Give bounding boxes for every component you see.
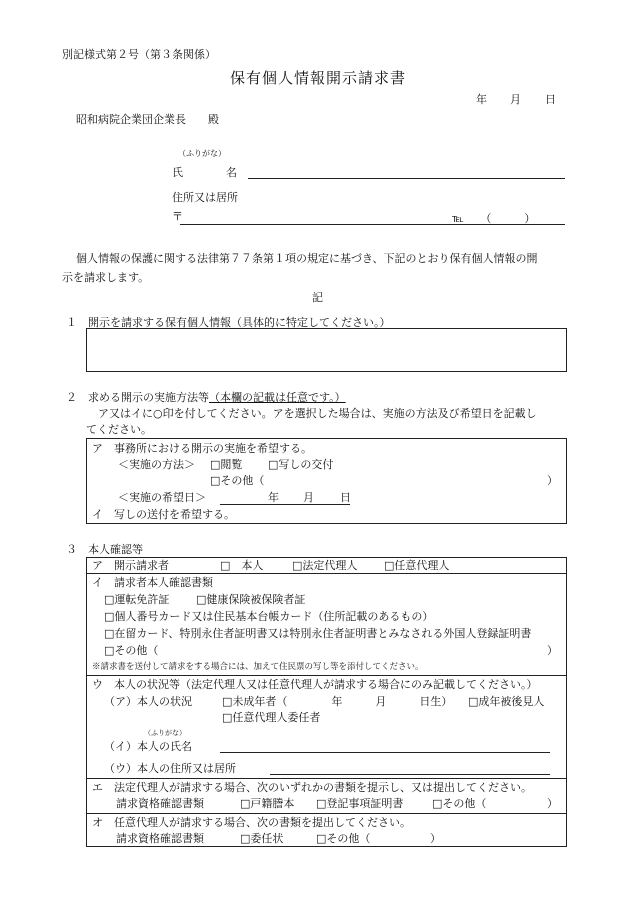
furigana-label: （ふりがな）: [178, 149, 226, 158]
id-mynumber-card-checkbox[interactable]: □個人番号カード又は住民基本台帳カード（住所記載のあるもの）: [104, 610, 434, 623]
postal-mark: 〒: [172, 210, 183, 223]
divider: [86, 778, 567, 779]
date-month-label: 月: [510, 93, 521, 106]
legal-agent-other-close: ）: [547, 797, 558, 810]
section2-heading: ２ 求める開示の実施方法等（本欄の記載は任意です。）: [66, 391, 346, 404]
tel-label: ℡ （ ）: [452, 212, 536, 225]
principal-address-label: （ウ）本人の住所又は居所: [104, 762, 236, 775]
principal-name-line[interactable]: [220, 752, 550, 753]
principal-delegator-checkbox[interactable]: □任意代理人委任者: [222, 711, 321, 724]
principal-condition-label: （ア）本人の状況: [104, 695, 192, 708]
page-title: 保有個人情報開示請求書: [230, 69, 407, 87]
principal-ward-checkbox[interactable]: □成年被後見人: [468, 695, 545, 708]
power-of-attorney-checkbox[interactable]: □委任状: [240, 832, 284, 845]
requester-legal-agent-checkbox[interactable]: □法定代理人: [292, 559, 358, 572]
intro-line-1: 個人情報の保護に関する法律第７７条第１項の規定に基づき、下記のとおり保有個人情報の開: [76, 252, 538, 265]
divider: [86, 573, 567, 574]
requester-self-checkbox[interactable]: □ 本人: [220, 559, 264, 572]
opt-copy-checkbox[interactable]: □写しの交付: [268, 458, 334, 471]
address-label: 住所又は居所: [172, 191, 238, 204]
desired-date-day: 日: [340, 491, 351, 504]
ki-mark: 記: [312, 291, 323, 304]
opt-other-close: ）: [547, 474, 558, 487]
section2-option-a[interactable]: ア 事務所における開示の実施を希望する。: [92, 442, 312, 455]
id-residence-card-checkbox[interactable]: □在留カード、特別永住者証明書又は特別永住者証明書とみなされる外国人登録証明書: [104, 627, 532, 640]
divider: [86, 675, 567, 676]
id-other-close: ）: [547, 644, 558, 657]
voluntary-agent-other-close: ）: [430, 832, 441, 845]
date-day-label: 日: [545, 93, 556, 106]
section1-heading: １ 開示を請求する保有個人情報（具体的に特定してください。）: [66, 316, 391, 329]
name-label-2: 名: [226, 166, 237, 179]
legal-agent-other-checkbox[interactable]: □その他（: [432, 797, 487, 810]
id-health-insurance-checkbox[interactable]: □健康保険被保険者証: [196, 593, 306, 606]
method-label: ＜実施の方法＞: [118, 458, 195, 471]
voluntary-agent-docs-title: 請求資格確認書類: [116, 832, 204, 845]
id-drivers-license-checkbox[interactable]: □運転免許証: [104, 593, 170, 606]
legal-agent-docs-label: エ 法定代理人が請求する場合、次のいずれかの書類を提示し、又は提出してください。: [92, 781, 532, 794]
address-field-line[interactable]: [180, 224, 565, 225]
voluntary-agent-other-checkbox[interactable]: □その他（: [316, 832, 371, 845]
style-number: 別記様式第２号（第３条関係）: [62, 48, 216, 61]
name-field-line[interactable]: [248, 178, 565, 179]
registry-certificate-checkbox[interactable]: □登記事項証明書: [316, 797, 404, 810]
section1-input[interactable]: [86, 328, 567, 372]
section3-heading: ３ 本人確認等: [66, 543, 143, 556]
addressee: 昭和病院企業団企業長 殿: [76, 113, 219, 126]
principal-status-label: ウ 本人の状況等（法定代理人又は任意代理人が請求する場合にのみ記載してください。）: [92, 678, 538, 691]
desired-date-line[interactable]: [220, 504, 350, 505]
id-docs-label: イ 請求者本人確認書類: [92, 576, 213, 589]
id-other-checkbox[interactable]: □その他（: [104, 644, 159, 657]
divider: [86, 813, 567, 814]
principal-minor-checkbox[interactable]: □未成年者（ 年 月 日生）: [222, 695, 453, 708]
section2-instruction-1: ア又はイに○印を付してください。アを選択した場合は、実施の方法及び希望日を記載し: [98, 407, 537, 420]
desired-date-year: 年: [268, 491, 279, 504]
opt-other-checkbox[interactable]: □その他（: [210, 474, 265, 487]
section2-option-b[interactable]: イ 写しの送付を希望する。: [92, 508, 235, 521]
family-register-checkbox[interactable]: □戸籍謄本: [240, 797, 295, 810]
section2-instruction-2: てください。: [86, 423, 152, 436]
desired-date-month: 月: [303, 491, 314, 504]
legal-agent-docs-title: 請求資格確認書類: [116, 797, 204, 810]
principal-address-line[interactable]: [270, 774, 550, 775]
date-year-label: 年: [476, 93, 487, 106]
desired-date-label: ＜実施の希望日＞: [118, 491, 206, 504]
voluntary-agent-docs-label: オ 任意代理人が請求する場合、次の書類を提出してください。: [92, 816, 411, 829]
requester-label: ア 開示請求者: [92, 559, 169, 572]
name-label-1: 氏: [172, 166, 183, 179]
principal-furigana-label: （ふりがな）: [144, 729, 186, 737]
opt-view-checkbox[interactable]: □閲覧: [210, 458, 243, 471]
intro-line-2: 示を請求します。: [62, 271, 150, 284]
principal-name-label: （イ）本人の氏名: [104, 740, 192, 753]
id-docs-note: ※請求書を送付して請求をする場合には、加えて住民票の写し等を添付してください。: [92, 662, 424, 672]
requester-voluntary-agent-checkbox[interactable]: □任意代理人: [384, 559, 450, 572]
